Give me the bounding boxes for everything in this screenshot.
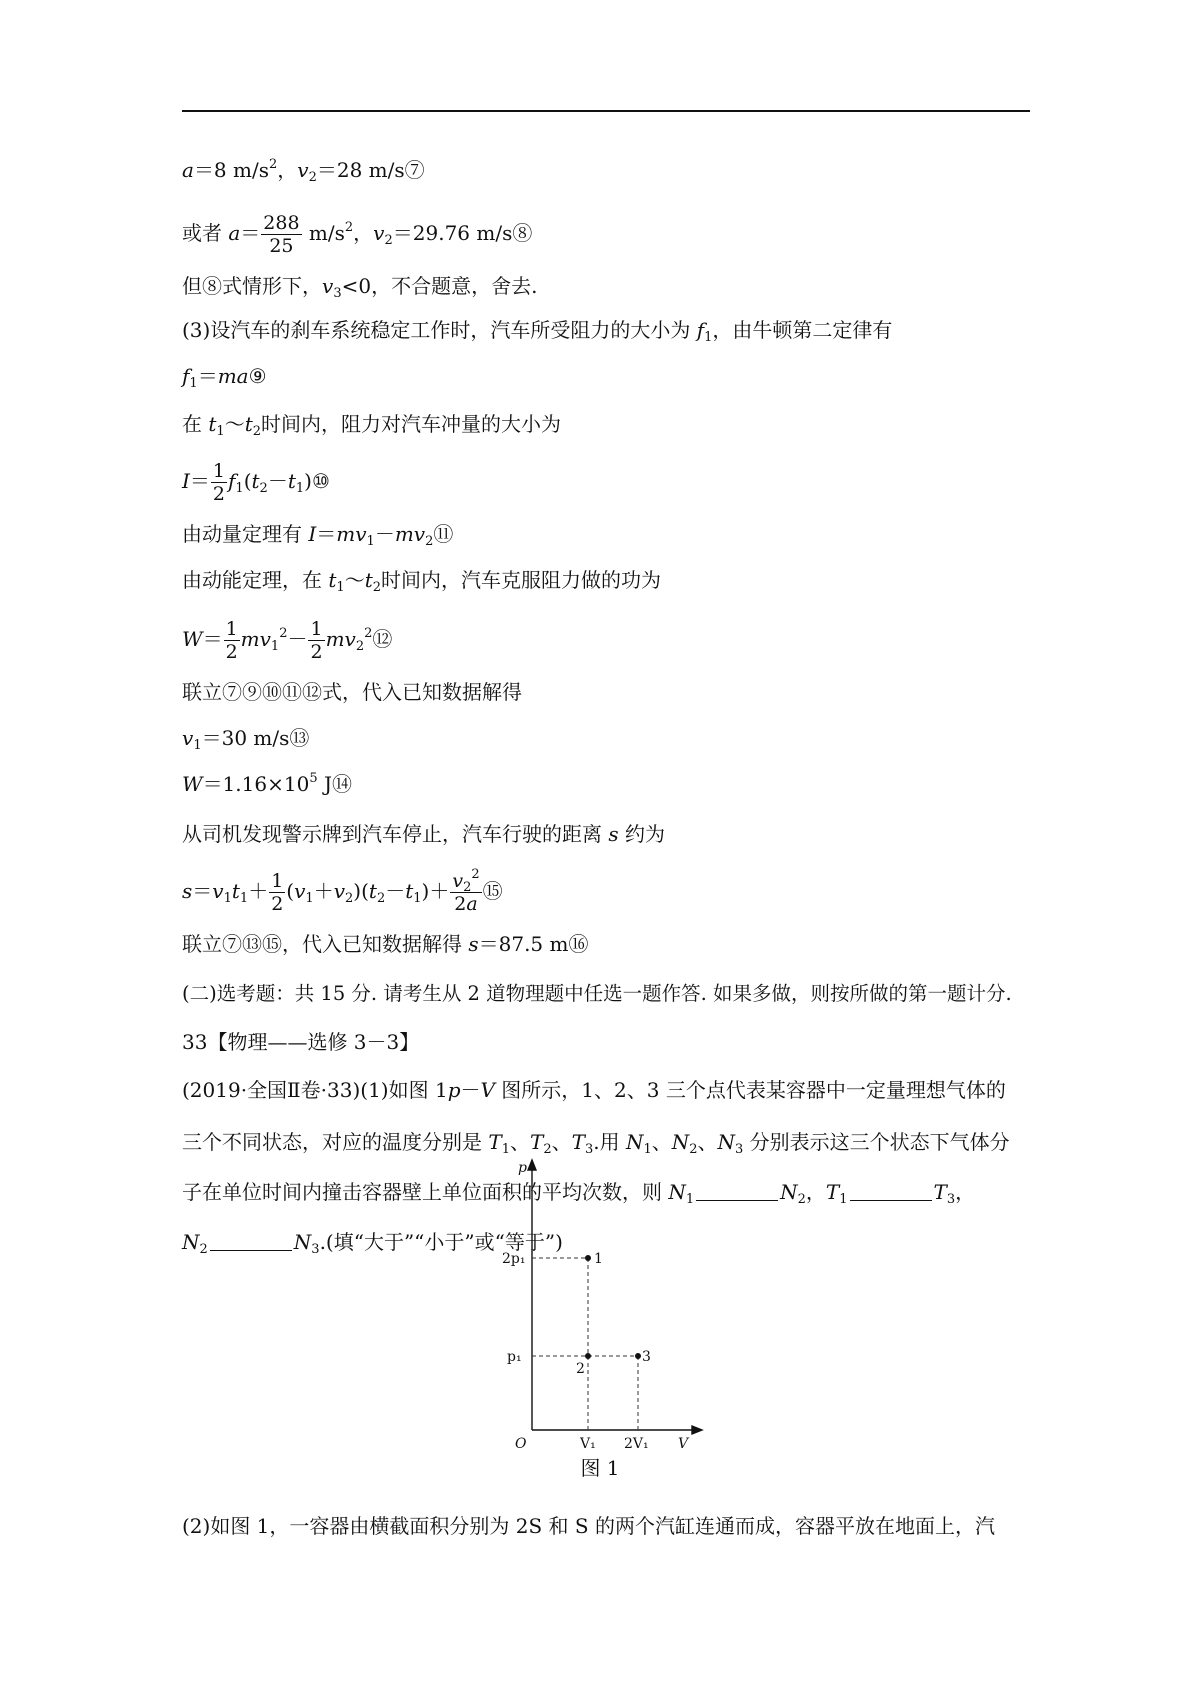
figure-caption: 图 1 <box>580 1456 620 1480</box>
eq-distance: $s=v_1t_1+$ $\frac{1}{2}$ $(v_1+v_2)(t_2-t_1)+$ $\frac{v_2^2}{2a}$ ⑮ <box>182 867 503 915</box>
text-combine-1: 联立⑦⑨⑩⑪⑫式，代入已知数据解得 <box>182 680 522 704</box>
text-energy-theorem: 由动能定理，在 $t_1\sim t_2$时间内，汽车克服阻力做的功为 <box>182 568 662 595</box>
eq-alternative: 或者 a＝ $\frac{288}{25}$ $m/s^2$，$v_2=29.76$ m/s⑧ <box>182 212 533 257</box>
guide-lines <box>532 1258 638 1430</box>
question-line-2: 三个不同状态，对应的温度分别是 $T_1$、$T_2$、$T_3$.用 $N_1$、$N_2$、$N_3$ 分别表示这三个状态下气体分 <box>182 1130 1010 1157</box>
section-heading: 33【物理——选修 3－3】 <box>182 1030 420 1054</box>
state-point-3 <box>635 1353 641 1359</box>
p-axis-label: p <box>518 1160 527 1176</box>
tick-2v1: 2V₁ <box>624 1436 649 1452</box>
eq-work: W＝ $\frac{1}{2}$ $mv_1^2-$ $\frac{1}{2}$ $mv_2^2⑫$ <box>182 618 393 663</box>
eq-v1: $v_1=30$ m/s⑬ <box>182 726 310 753</box>
fraction: $\frac{288}{25}$ <box>263 212 300 257</box>
point-label-1: 1 <box>594 1251 603 1267</box>
text-elective-instructions: (二)选考题：共 15 分. 请考生从 2 道物理题中任选一题作答. 如果多做，则按所做的第一题计分. <box>182 982 1012 1005</box>
v-axis-label: V <box>678 1436 689 1452</box>
question-part2: (2)如图 1，一容器由横截面积分别为 2S 和 S 的两个汽缸连通而成，容器平放在地面上，汽 <box>182 1514 995 1538</box>
pv-diagram <box>500 1158 710 1452</box>
point-label-2: 2 <box>576 1361 585 1377</box>
eq-momentum-theorem: 由动量定理有 $I=mv_1-mv_2⑪$ <box>182 522 454 549</box>
point-label-3: 3 <box>642 1349 651 1365</box>
tick-p1: p₁ <box>507 1349 522 1365</box>
eq-f1: $f_1=ma⑨$ <box>182 364 267 391</box>
state-point-2 <box>585 1353 591 1359</box>
tick-2p1: 2p₁ <box>502 1251 526 1267</box>
question-line-3: 子在单位时间内撞击容器壁上单位面积的平均次数，则 $N_1$ $N_2$，$T_1$ $T_3$， <box>182 1180 976 1207</box>
text-combine-2: 联立⑦⑬⑮，代入已知数据解得 s＝87.5 m⑯ <box>182 932 589 956</box>
text-distance: 从司机发现警示牌到汽车停止，汽车行驶的距离 s 约为 <box>182 822 665 846</box>
text-discard: 但⑧式情形下，$v_3<0$，不合题意，舍去. <box>182 274 538 301</box>
tick-v1: V₁ <box>580 1436 596 1452</box>
answer-blank-3[interactable] <box>210 1232 292 1251</box>
v-axis-arrow <box>692 1426 702 1434</box>
text-impulse: 在 $t_1\sim t_2$时间内，阻力对汽车冲量的大小为 <box>182 412 562 439</box>
text-part3: (3)设汽车的刹车系统稳定工作时，汽车所受阻力的大小为 $f_1$，由牛顿第二定律有 <box>182 318 893 345</box>
state-point-1 <box>585 1255 591 1261</box>
question-line-1: (2019·全国Ⅱ卷·33)(1)如图 1p－V 图所示，1、2、3 三个点代表某容器中一定量理想气体的 <box>182 1078 1006 1102</box>
eq-w-value: $W=1.16\times 10^5$ J⑭ <box>182 771 352 796</box>
header-rule <box>182 110 1030 112</box>
eq-acceleration-v2: a＝8 $m/s^2$，$v_2=28$ m/s⑦ <box>182 157 425 185</box>
eq-impulse: I＝ $\frac{1}{2}$ $f_1(t_2-t_1)⑩$ <box>182 460 330 505</box>
question-line-4: $N_2$ $N_3$.(填“大于”“小于”或“等于”) <box>182 1230 563 1257</box>
answer-blank-2[interactable] <box>850 1182 932 1201</box>
origin-label: O <box>515 1436 527 1452</box>
p-axis-arrow <box>528 1160 536 1170</box>
